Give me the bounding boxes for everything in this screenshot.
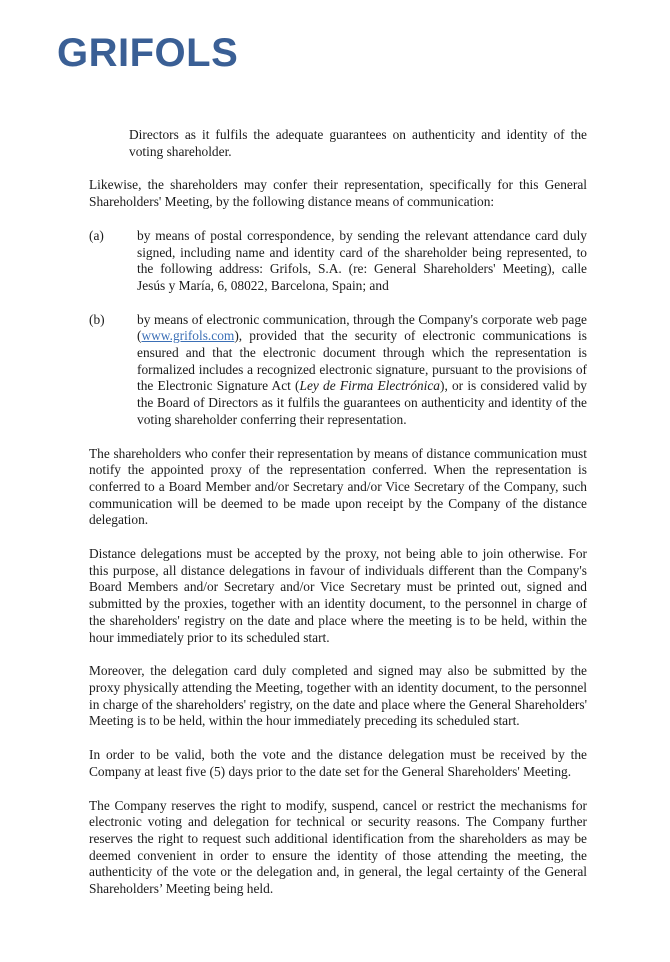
act-name-italic: Ley de Firma Electrónica — [299, 378, 440, 394]
list-item-b-text-part1: by means of electronic communication, through the Company's corporate web page ( — [137, 311, 587, 344]
list-item-b — [89, 312, 587, 429]
list-item-b-text-part3: ), or is considered valid by the Board of Directors as it fulfils the guarantees on authenticity and identity of the voting shareholder conferring their representation. — [137, 378, 587, 427]
list-item-a-label: (a) — [89, 227, 104, 243]
paragraph-continuation: Directors as it fulfils the adequate guarantees on authenticity and identity of the voting shareholder. — [129, 127, 587, 159]
list-item-a-text: by means of postal correspondence, by sending the relevant attendance card duly signed, including name and identity card of the shareholder being represented, to the following address: Grifols, S.A. (re: General Shareholders' Meeting), calle Jesús y María, 6, 08022, Barcelona, Spain; and — [137, 227, 587, 293]
paragraph-notify-proxy: The shareholders who confer their representation by means of distance communication must notify the appointed proxy of the representation conferred. When the representation is conferred to a Board Member and/or Secretary and/or Vice Secretary of the Company, such communication will be deemed to be made upon receipt by the Company of the distance delegation. — [89, 445, 587, 528]
list-item-b-text — [137, 312, 587, 429]
paragraph-representation-intro: Likewise, the shareholders may confer their representation, specifically for this General Shareholders' Meeting, by the following distance means of communication: — [89, 177, 587, 210]
list-item-a — [89, 228, 587, 295]
list-item-b-text-part2: ), provided that the security of electronic communications is ensured and that the electronic document through which the representation is formalized includes a recognized electronic signature, pursuant to the provisions of the Electronic Signature Act ( — [137, 328, 587, 394]
company-logo: GRIFOLS — [57, 31, 239, 75]
list-item-b-label: (b) — [89, 311, 105, 327]
paragraph-distance-delegations: Distance delegations must be accepted by the proxy, not being able to join otherwise. For this purpose, all distance delegations in favour of individuals different than the Company's Board Members and/or Secretary and/or Vice Secretary must be printed out, signed and submitted by the proxies, together with an identity document, to the personnel in charge of the shareholders' registry on the date and place where the meeting is to be held, within the hour immediately prior to its scheduled start. — [89, 546, 587, 645]
paragraph-delegation-card: Moreover, the delegation card duly completed and signed may also be submitted by the proxy physically attending the Meeting, together with an identity document, to the personnel in charge of the shareholders' registry, on the date and place where the General Shareholders' Meeting is to be held, within the hour immediately preceding its scheduled start. — [89, 663, 587, 729]
document-body — [89, 127, 587, 915]
paragraph-company-reserves: The Company reserves the right to modify, suspend, cancel or restrict the mechanisms for electronic voting and delegation for technical or security reasons. The Company further reserves the right to request such additional identification from the shareholders as may be deemed convenient in order to ensure the identity of those attending the meeting, the authenticity of the vote or the delegation and, in general, the legal certainty of the General Shareholders’ Meeting being held. — [89, 797, 587, 897]
corporate-web-link[interactable]: www.grifols.com — [141, 328, 235, 344]
paragraph-validity: In order to be valid, both the vote and the distance delegation must be received by the Company at least five (5) days prior to the date set for the General Shareholders' Meeting. — [89, 747, 587, 779]
